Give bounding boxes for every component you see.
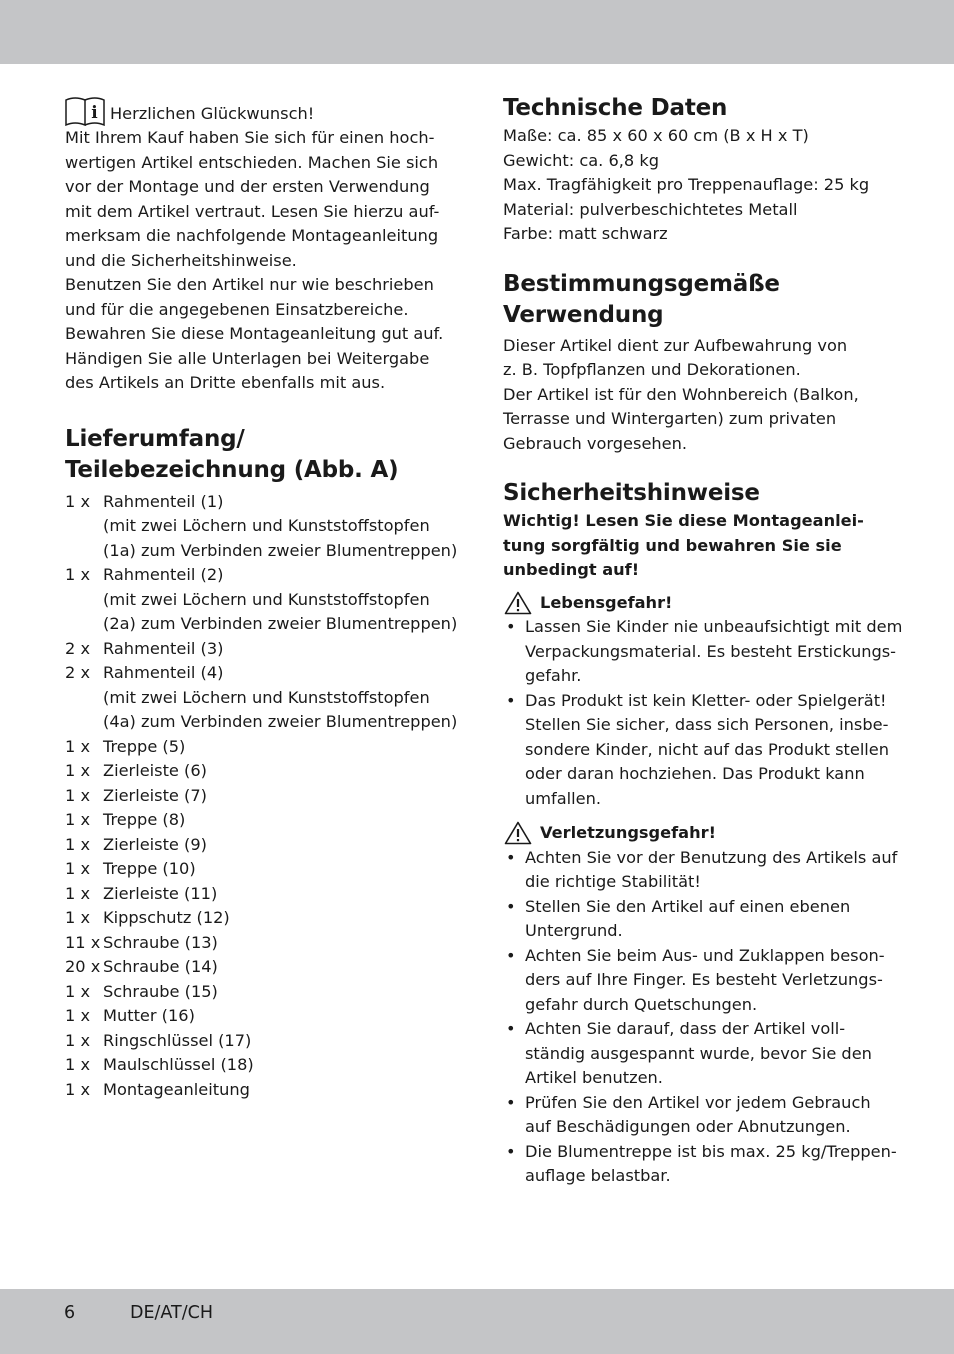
intro-line: Benutzen Sie den Artikel nur wie beschrieben	[65, 275, 434, 294]
part-name: Maulschlüssel (18)	[103, 1055, 254, 1074]
usage-line: Dieser Artikel dient zur Aufbewahrung von	[503, 335, 848, 355]
intro-line: des Artikels an Dritte ebenfalls mit aus.	[65, 373, 386, 392]
part-note: (mit zwei Löchern und Kunststoffstopfen	[103, 687, 430, 707]
svg-text:i: i	[91, 103, 98, 123]
page-number: 6	[64, 1303, 76, 1323]
bullet-line: • Prüfen Sie den Artikel vor jedem Gebrauch	[525, 1092, 871, 1112]
safety-important	[503, 509, 903, 583]
danger-injury-heading	[503, 821, 903, 846]
usage-heading-line1: Bestimmungsgemäße	[503, 270, 780, 297]
danger-life-list	[503, 615, 903, 811]
tech-line: Farbe: matt schwarz	[503, 224, 668, 243]
parts-list	[65, 490, 465, 1103]
book-info-icon	[65, 96, 107, 126]
usage-heading	[503, 269, 903, 331]
part-note: (2a) zum Verbinden zweier Blumentreppen)	[103, 614, 458, 633]
intro-line: wertigen Artikel entschieden. Machen Sie sich	[65, 152, 439, 172]
danger-injury-label: Verletzungsgefahr!	[540, 823, 716, 842]
bullet-line: die richtige Stabilität!	[525, 872, 701, 891]
safety-heading: Sicherheitshinweise	[503, 480, 760, 506]
usage-line: Gebrauch vorgesehen.	[503, 433, 688, 453]
intro-line: Händigen Sie alle Unterlagen bei Weitergabe	[65, 348, 430, 368]
part-quantity: 1 x	[65, 785, 91, 805]
important-line: tung sorgfältig und bewahren Sie sie	[503, 535, 842, 555]
part-name: Treppe (10)	[103, 859, 196, 878]
danger-life-heading	[503, 591, 903, 616]
tech-line: Gewicht: ca. 6,8 kg	[503, 150, 659, 170]
right-column	[503, 93, 903, 1189]
part-quantity: 11 x	[65, 932, 101, 952]
important-line: Wichtig! Lesen Sie diese Montageanlei-	[503, 511, 864, 530]
warning-triangle-icon	[504, 591, 532, 615]
part-quantity: 1 x	[65, 1030, 91, 1050]
bullet-item	[503, 1140, 903, 1189]
tech-data	[503, 124, 903, 247]
bullet-line: sondere Kinder, nicht auf das Produkt stellen	[525, 739, 890, 759]
part-name: Rahmenteil (3)	[103, 638, 224, 658]
parts-list-item	[65, 931, 465, 956]
intro-text	[65, 126, 465, 396]
part-name: Treppe (8)	[103, 810, 186, 829]
part-quantity: 1 x	[65, 1055, 91, 1074]
usage-line: Terrasse und Wintergarten) zum privaten	[503, 409, 837, 428]
parts-list-item	[65, 1004, 465, 1029]
part-quantity: 1 x	[65, 810, 91, 829]
part-quantity: 2 x	[65, 663, 91, 682]
bullet-line: • Die Blumentreppe ist bis max. 25 kg/Treppen-	[525, 1141, 897, 1161]
bullet-line: gefahr durch Quetschungen.	[525, 994, 758, 1014]
bullet-line: • Achten Sie beim Aus- und Zuklappen beson-	[525, 945, 885, 965]
intro-line: und die Sicherheitshinweise.	[65, 250, 297, 270]
parts-list-item	[65, 735, 465, 760]
part-quantity: 1 x	[65, 981, 91, 1001]
tech-line: Max. Tragfähigkeit pro Treppenauflage: 25 kg	[503, 175, 870, 194]
intro-line: Bewahren Sie diese Montageanleitung gut auf.	[65, 324, 444, 343]
intro-line: Mit Ihrem Kauf haben Sie sich für einen hoch-	[65, 128, 435, 147]
intro-greeting-line	[65, 96, 465, 126]
bullet-line: auflage belastbar.	[525, 1166, 671, 1185]
parts-heading-line2: Teilebezeichnung (Abb. A)	[65, 456, 399, 483]
part-quantity: 1 x	[65, 834, 91, 854]
bullet-line: Artikel benutzen.	[525, 1068, 663, 1087]
part-name: Zierleiste (6)	[103, 761, 207, 780]
part-name: Rahmenteil (2)	[103, 565, 224, 584]
part-quantity: 1 x	[65, 761, 91, 780]
bullet-item	[503, 895, 903, 944]
part-quantity: 1 x	[65, 1006, 91, 1025]
parts-list-item	[65, 490, 465, 515]
bullet-item	[503, 1017, 903, 1091]
parts-list-item	[65, 808, 465, 833]
parts-list-item	[65, 1029, 465, 1054]
danger-injury-list	[503, 846, 903, 1189]
usage-line: Der Artikel ist für den Wohnbereich (Balkon,	[503, 384, 859, 404]
warning-triangle-icon	[504, 821, 532, 845]
bullet-line: auf Beschädigungen oder Abnutzungen.	[525, 1117, 851, 1136]
usage-line: z. B. Topfpflanzen und Dekorationen.	[503, 360, 801, 379]
parts-list-item	[65, 1078, 465, 1103]
parts-list-item	[65, 1053, 465, 1078]
part-quantity: 2 x	[65, 638, 91, 658]
part-name: Montageanleitung	[103, 1079, 250, 1099]
parts-list-item	[65, 857, 465, 882]
usage-heading-line2: Verwendung	[503, 301, 664, 328]
parts-list-item	[65, 906, 465, 931]
tech-heading: Technische Daten	[503, 95, 728, 121]
bullet-line: • Das Produkt ist kein Kletter- oder Spielgerät!	[525, 690, 887, 710]
bullet-line: umfallen.	[525, 788, 602, 808]
bullet-line: ders auf Ihre Finger. Es besteht Verletzungs-	[525, 970, 883, 989]
bullet-item	[503, 615, 903, 689]
left-column	[65, 96, 465, 1102]
parts-list-item	[65, 980, 465, 1005]
part-name: Zierleiste (9)	[103, 834, 207, 854]
bullet-line: • Stellen Sie den Artikel auf einen ebenen	[525, 896, 851, 916]
tech-line: Material: pulverbeschichtetes Metall	[503, 199, 798, 219]
region-label: DE/AT/CH	[130, 1303, 214, 1323]
part-name: Zierleiste (7)	[103, 785, 207, 805]
part-quantity: 1 x	[65, 883, 91, 903]
part-name: Mutter (16)	[103, 1006, 195, 1025]
part-note: (1a) zum Verbinden zweier Blumentreppen)	[103, 540, 458, 560]
parts-list-item	[65, 833, 465, 858]
intro-greeting: Herzlichen Glückwunsch!	[110, 103, 315, 123]
part-name: Rahmenteil (1)	[103, 491, 224, 511]
part-quantity: 1 x	[65, 859, 91, 878]
part-note: (4a) zum Verbinden zweier Blumentreppen)	[103, 712, 458, 731]
bullet-line: • Lassen Sie Kinder nie unbeaufsichtigt mit dem	[525, 617, 903, 636]
part-name: Ringschlüssel (17)	[103, 1030, 252, 1050]
part-quantity: 1 x	[65, 565, 91, 584]
parts-list-item	[65, 759, 465, 784]
bullet-line: Verpackungsmaterial. Es besteht Erstickungs-	[525, 641, 897, 661]
bullet-line: Stellen Sie sicher, dass sich Personen, insbe-	[525, 715, 889, 734]
part-name: Kippschutz (12)	[103, 908, 230, 927]
part-name: Rahmenteil (4)	[103, 663, 224, 682]
intro-line: merksam die nachfolgende Montageanleitung	[65, 226, 439, 245]
bullet-line: • Achten Sie vor der Benutzung des Artikels auf	[525, 847, 898, 867]
part-name: Treppe (5)	[103, 736, 186, 756]
part-quantity: 1 x	[65, 491, 91, 511]
parts-list-item	[65, 563, 465, 588]
part-name: Schraube (14)	[103, 957, 218, 976]
bullet-line: ständig ausgespannt wurde, bevor Sie den	[525, 1043, 872, 1063]
tech-line: Maße: ca. 85 x 60 x 60 cm (B x H x T)	[503, 126, 809, 145]
header-bar	[0, 0, 954, 64]
part-quantity: 1 x	[65, 736, 91, 756]
part-note: (mit zwei Löchern und Kunststoffstopfen	[103, 516, 430, 535]
part-name: Schraube (13)	[103, 932, 218, 952]
bullet-line: oder daran hochziehen. Das Produkt kann	[525, 764, 865, 783]
important-line: unbedingt auf!	[503, 560, 640, 579]
intro-line: und für die angegebenen Einsatzbereiche.	[65, 299, 409, 319]
part-quantity: 1 x	[65, 1079, 91, 1099]
danger-life-label: Lebensgefahr!	[540, 592, 673, 612]
parts-list-item	[65, 784, 465, 809]
part-quantity: 20 x	[65, 957, 101, 976]
parts-heading	[65, 424, 465, 486]
parts-list-item	[65, 637, 465, 662]
intro-line: vor der Montage und der ersten Verwendung	[65, 177, 430, 196]
usage-text	[503, 334, 903, 457]
parts-list-item	[65, 955, 465, 980]
bullet-line: gefahr.	[525, 666, 582, 685]
bullet-item	[503, 846, 903, 895]
bullet-item	[503, 689, 903, 812]
part-quantity: 1 x	[65, 908, 91, 927]
parts-list-item	[65, 661, 465, 686]
intro-line: mit dem Artikel vertraut. Lesen Sie hierzu auf-	[65, 201, 440, 221]
parts-list-item	[65, 882, 465, 907]
bullet-item	[503, 1091, 903, 1140]
part-name: Schraube (15)	[103, 981, 218, 1001]
bullet-line: • Achten Sie darauf, dass der Artikel voll-	[525, 1019, 846, 1038]
part-note: (mit zwei Löchern und Kunststoffstopfen	[103, 589, 430, 609]
parts-heading-line1: Lieferumfang/	[65, 425, 245, 452]
bullet-item	[503, 944, 903, 1018]
part-name: Zierleiste (11)	[103, 883, 218, 903]
bullet-line: Untergrund.	[525, 921, 623, 940]
